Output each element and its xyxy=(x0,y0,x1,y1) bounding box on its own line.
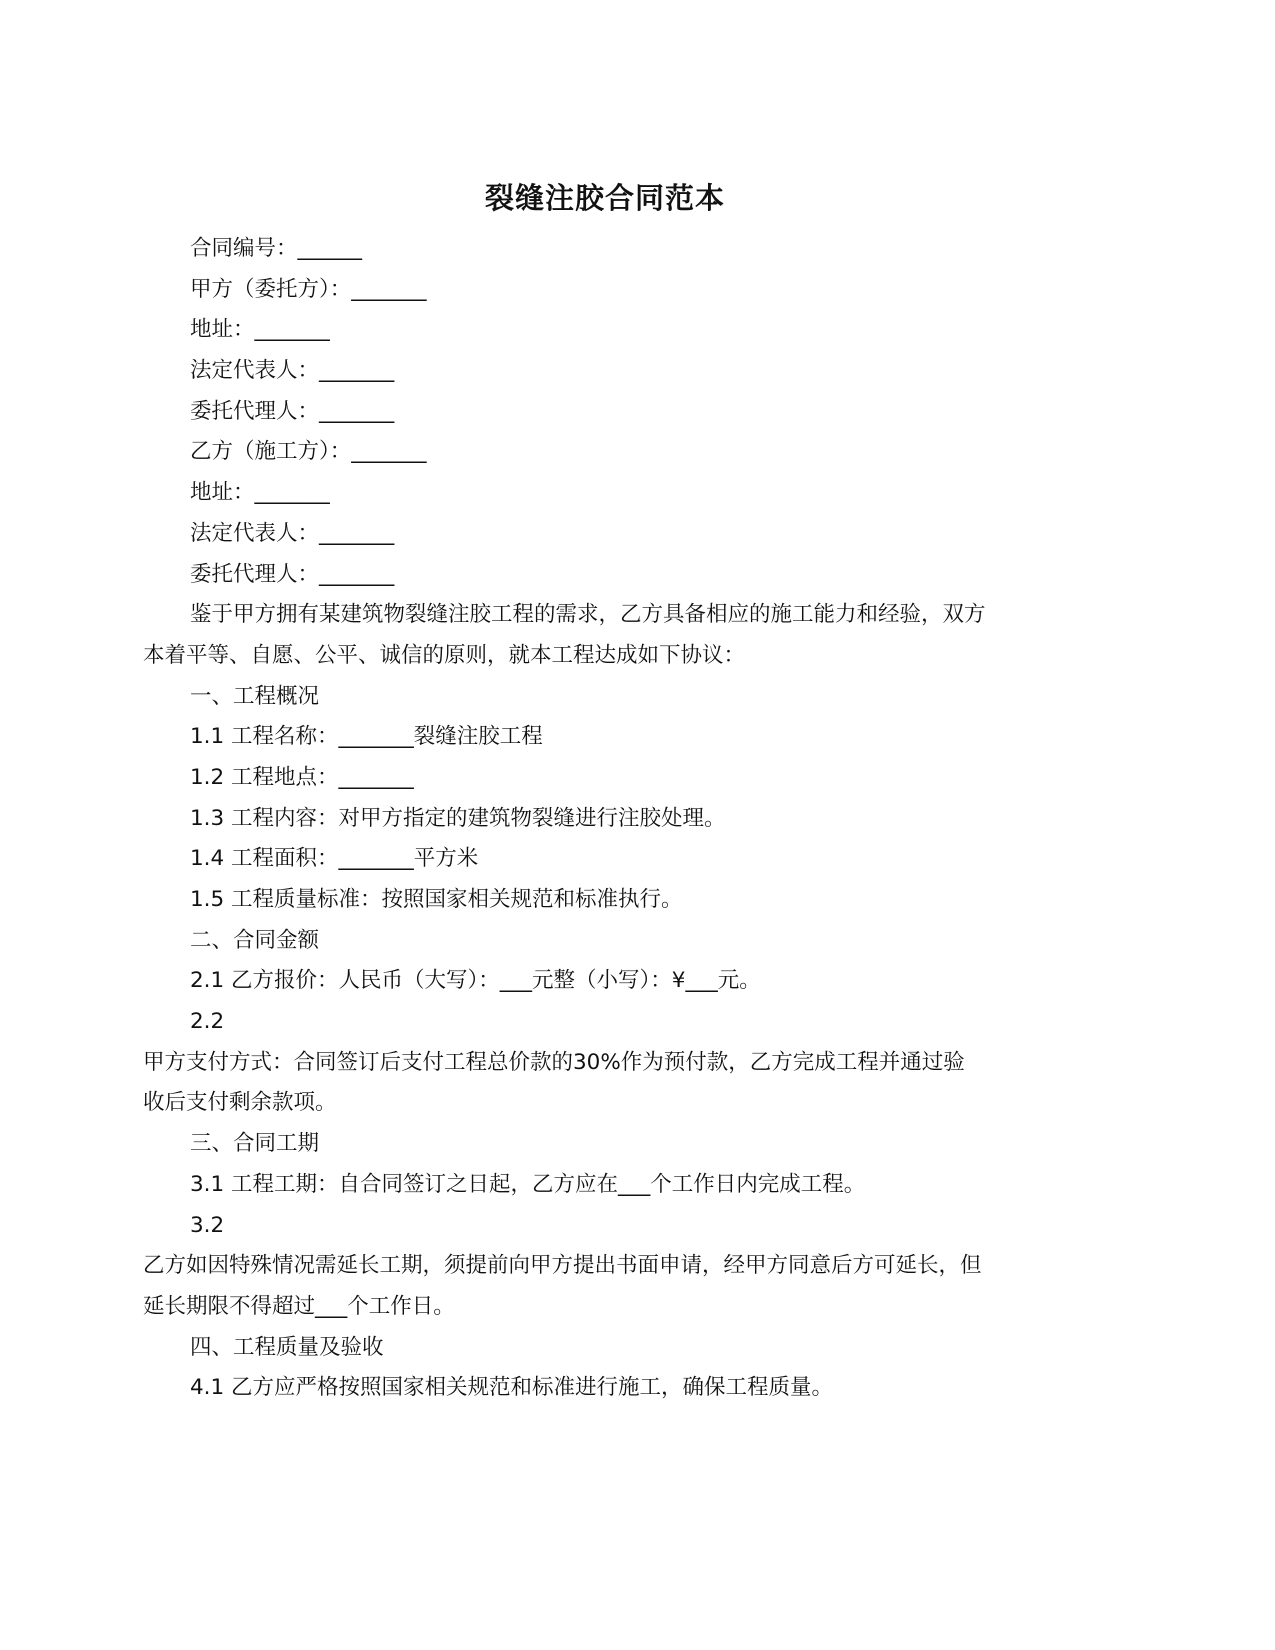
document-line: 延长期限不得超过___个工作日。 xyxy=(143,1293,455,1319)
document-line: 收后支付剩余款项。 xyxy=(143,1090,337,1116)
document-line: 委托代理人：_______ xyxy=(190,561,395,587)
document-title: 裂缝注胶合同范本 xyxy=(484,181,725,215)
document-line: 三、合同工期 xyxy=(190,1131,320,1157)
document-line: 3.1 工程工期：自合同签订之日起，乙方应在___个工作日内完成工程。 xyxy=(190,1171,866,1197)
document-line: 法定代表人：_______ xyxy=(190,520,395,546)
document-line: 1.3 工程内容：对甲方指定的建筑物裂缝进行注胶处理。 xyxy=(190,805,726,831)
document-line: 鉴于甲方拥有某建筑物裂缝注胶工程的需求，乙方具备相应的施工能力和经验，双方 xyxy=(190,602,986,628)
document-line: 2.1 乙方报价：人民币（大写）：___元整（小写）：¥___元。 xyxy=(190,968,761,994)
document-line: 合同编号：______ xyxy=(190,236,363,261)
document-line: 乙方如因特殊情况需延长工期，须提前向甲方提出书面申请，经甲方同意后方可延长，但 xyxy=(143,1253,982,1279)
document-line: 一、工程概况 xyxy=(190,683,320,709)
document-line: 二、合同金额 xyxy=(190,927,320,953)
document-line: 1.2 工程地点：_______ xyxy=(190,764,414,790)
document-line: 地址：_______ xyxy=(190,317,330,343)
document-line: 法定代表人：_______ xyxy=(190,358,395,384)
document-line: 1.1 工程名称：_______裂缝注胶工程 xyxy=(190,724,543,750)
document-line: 4.1 乙方应严格按照国家相关规范和标准进行施工，确保工程质量。 xyxy=(190,1375,834,1401)
document-line: 1.4 工程面积：_______平方米 xyxy=(190,846,479,872)
document-line: 地址：_______ xyxy=(190,480,330,506)
document-line: 甲方支付方式：合同签订后支付工程总价款的30%作为预付款，乙方完成工程并通过验 xyxy=(143,1049,965,1075)
document-line: 3.2 xyxy=(190,1212,225,1238)
document-line: 甲方（委托方）：_______ xyxy=(190,276,427,302)
document-line: 2.2 xyxy=(190,1009,225,1035)
document-line: 乙方（施工方）：_______ xyxy=(190,439,427,465)
document-line: 本着平等、自愿、公平、诚信的原则，就本工程达成如下协议： xyxy=(143,642,746,668)
document-body xyxy=(143,229,1083,1409)
document-line: 委托代理人：_______ xyxy=(190,398,395,424)
document-line: 四、工程质量及验收 xyxy=(190,1334,384,1360)
document-line: 1.5 工程质量标准：按照国家相关规范和标准执行。 xyxy=(190,887,683,912)
